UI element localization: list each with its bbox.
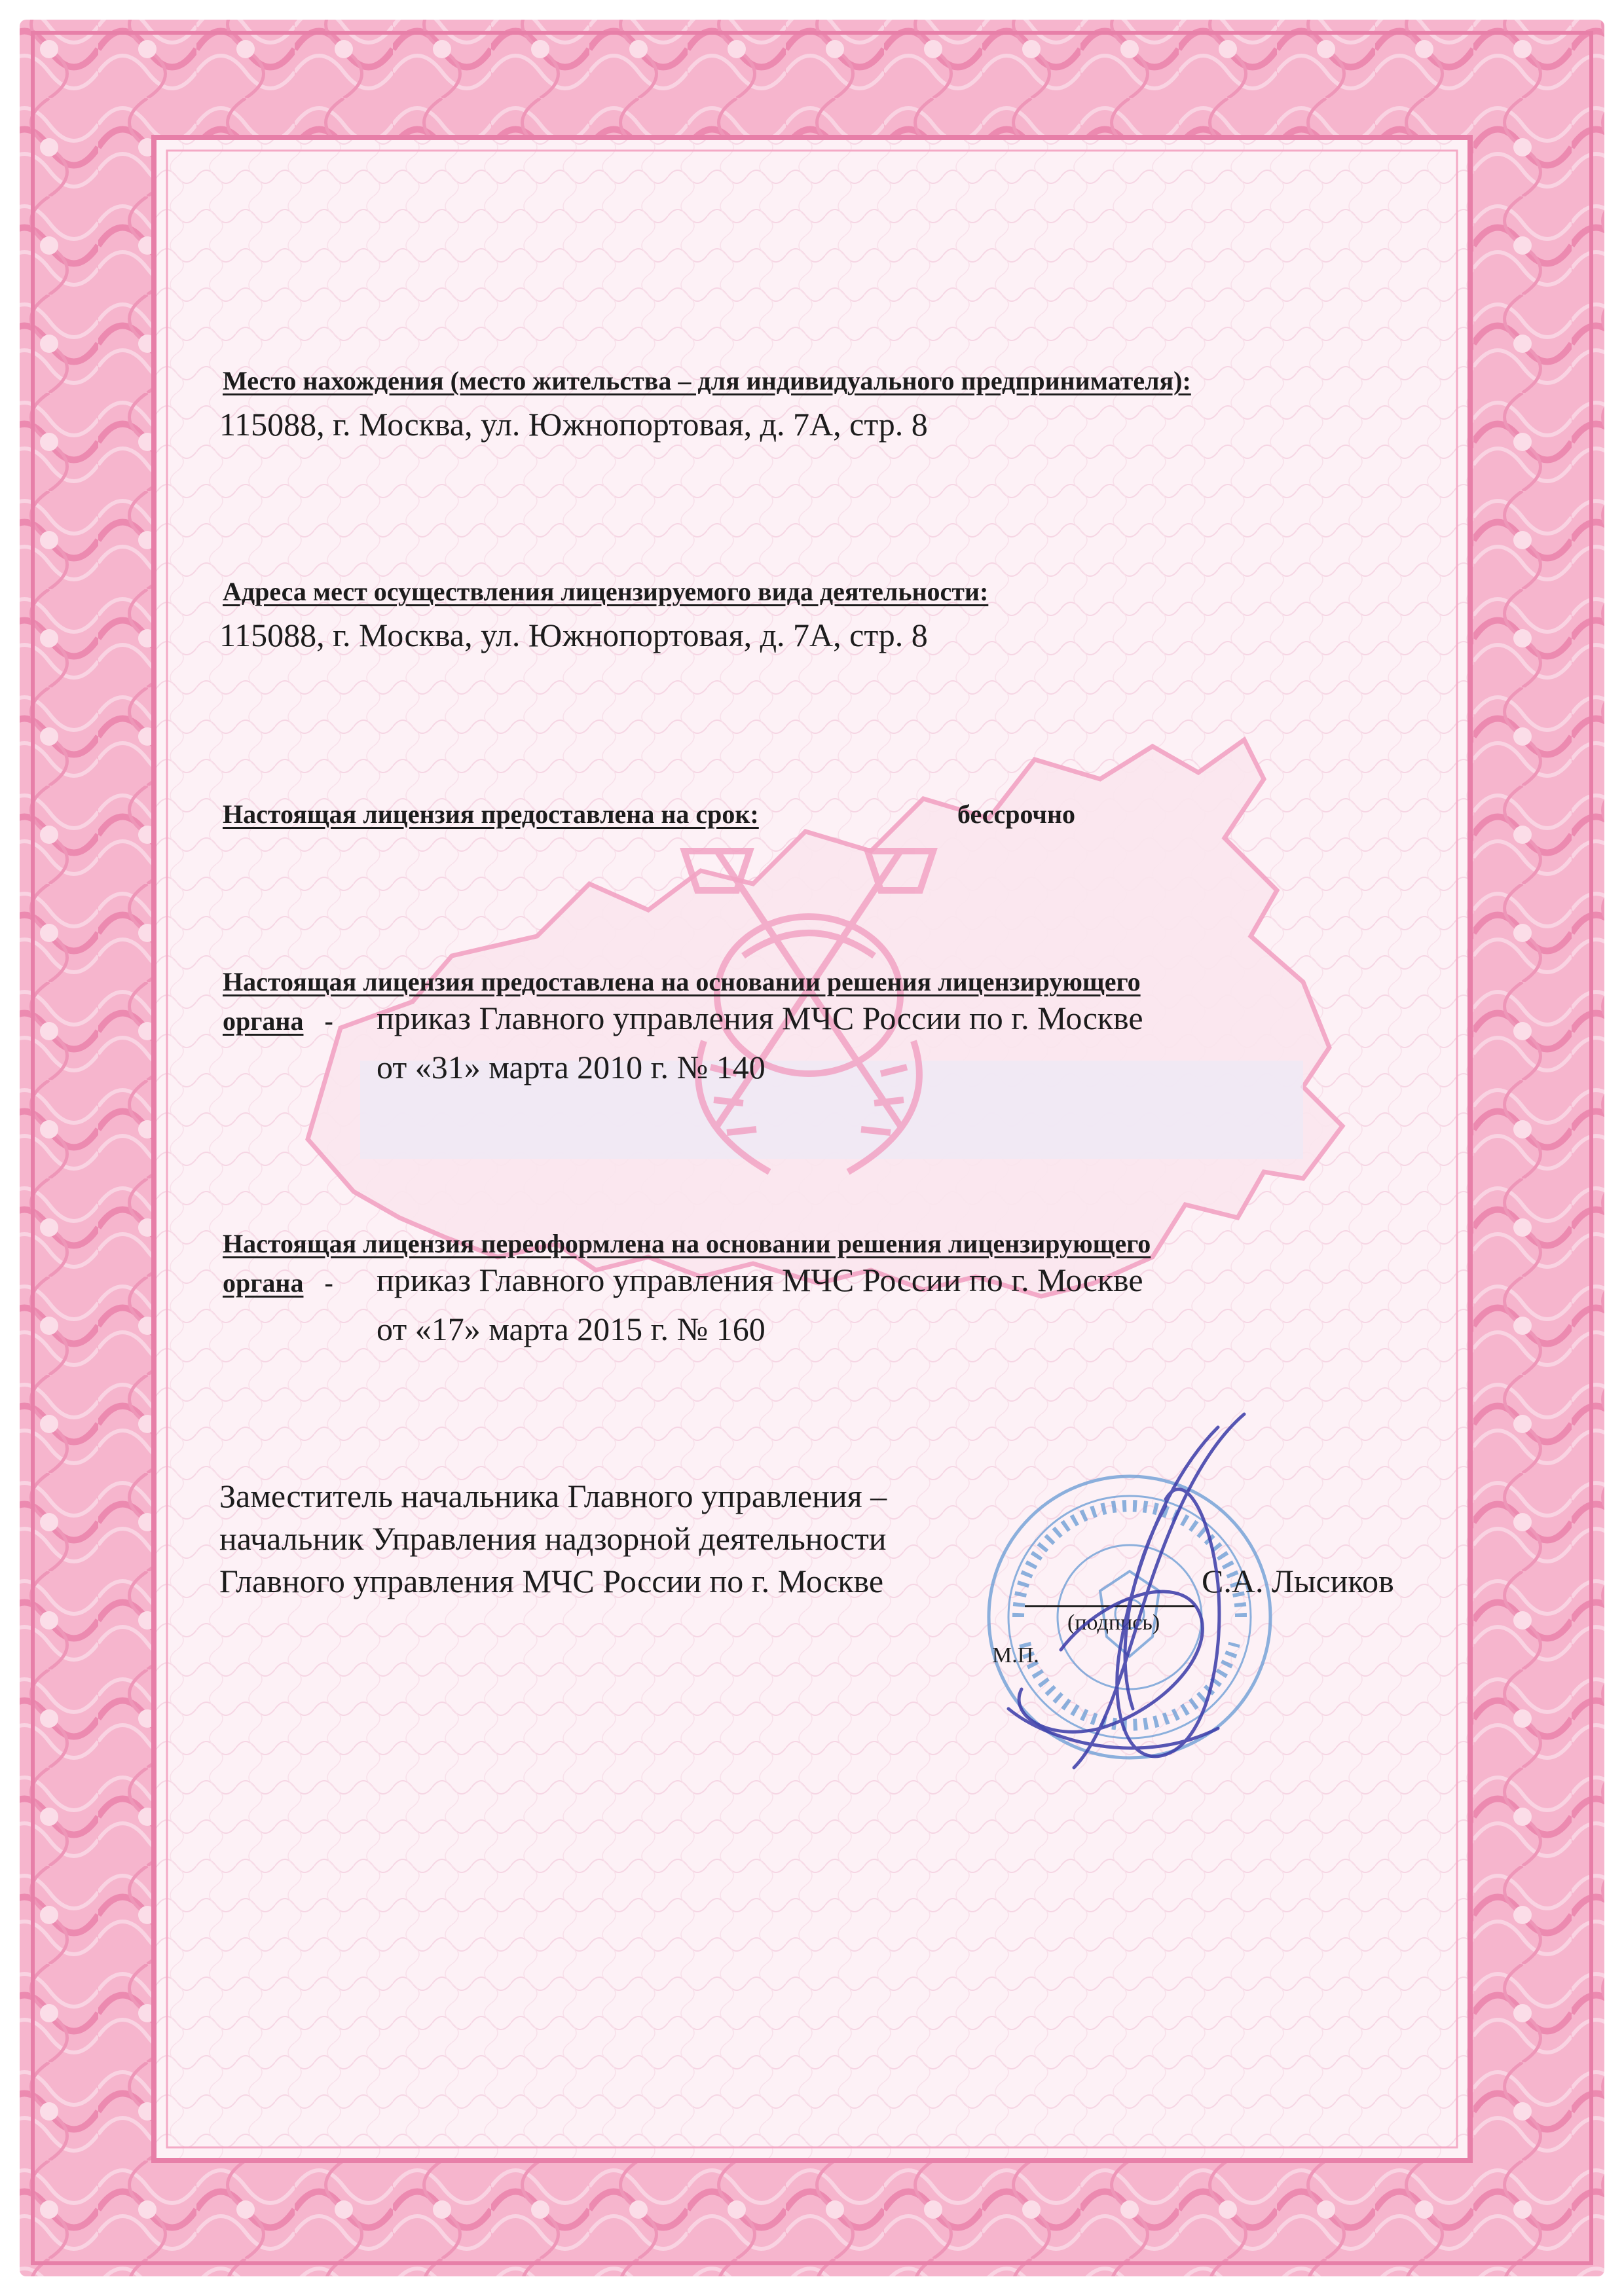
signatory-line3: Главного управления МЧС России по г. Москве [219,1563,884,1599]
reissued-basis-heading-line1: Настоящая лицензия переоформлена на основании решения лицензирующего [223,1229,1151,1258]
location-value: 115088, г. Москва, ул. Южнопортовая, д. 7А, стр. 8 [219,406,928,443]
granted-basis-heading-line1: Настоящая лицензия предоставлена на основании решения лицензирующего [223,967,1141,996]
handwritten-signature-icon [969,1401,1283,1807]
granted-basis-row [223,1006,333,1036]
reissued-basis-value-line1: приказ Главного управления МЧС России по г. Москве [377,1262,1143,1298]
reissued-basis-value-line2: от «17» марта 2015 г. № 160 [377,1311,766,1347]
granted-basis-value-line1: приказ Главного управления МЧС России по г. Москве [377,1000,1143,1036]
stamp-caption: М.П. [992,1643,1039,1667]
signatory-line2: начальник Управления надзорной деятельности [219,1520,887,1557]
granted-basis-heading-line2: органа [223,1006,304,1036]
reissued-basis-heading-line2: органа [223,1268,304,1298]
activity-addresses-heading: Адреса мест осуществления лицензируемого вида деятельности: [223,577,989,606]
reissued-basis-row [223,1267,333,1298]
activity-addresses-value: 115088, г. Москва, ул. Южнопортовая, д. 7А, стр. 8 [219,617,928,653]
granted-basis-value-line2: от «31» марта 2010 г. № 140 [377,1049,766,1085]
signatory-name: С.А. Лысиков [1202,1563,1394,1599]
granted-basis-dash: - [324,1006,333,1036]
term-heading: Настоящая лицензия предоставлена на срок: [223,799,759,829]
reissued-basis-dash: - [324,1268,333,1298]
location-heading: Место нахождения (место жительства – для индивидуального предпринимателя): [223,366,1191,395]
term-value: бессрочно [957,799,1076,829]
signature-caption: (подпись) [1067,1611,1160,1635]
signatory-line1: Заместитель начальника Главного управления – [219,1478,887,1514]
